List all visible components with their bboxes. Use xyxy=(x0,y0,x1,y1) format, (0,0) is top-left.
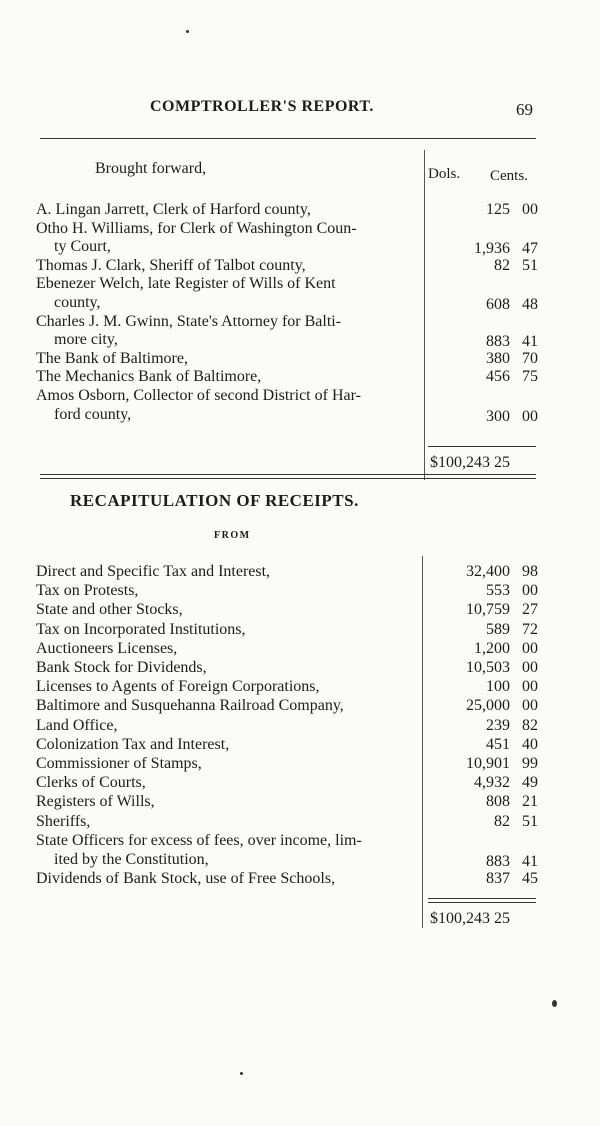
recap-item-label: Auctioneers Licenses, xyxy=(36,639,178,657)
recap-item-cents: 21 xyxy=(522,793,538,811)
recap-item-dollars: 4,932 xyxy=(474,774,510,792)
recap-item-cents: 51 xyxy=(522,812,538,830)
entry-amount xyxy=(486,407,538,426)
recap-item-cents: 00 xyxy=(522,582,538,600)
entry-cents: 51 xyxy=(522,256,538,274)
entry-dollars: 380 xyxy=(486,349,510,367)
recap-item-label: Land Office, xyxy=(36,716,118,734)
recap-item-amount xyxy=(486,869,538,888)
entry-label: Ebenezer Welch, late Register of Wills of Kent xyxy=(36,275,336,293)
recap-item-label: Colonization Tax and Interest, xyxy=(36,735,230,753)
recapitulation-title: RECAPITULATION OF RECEIPTS. xyxy=(70,491,359,510)
recap-item-label: Tax on Incorporated Institutions, xyxy=(36,620,246,638)
recap-item-amount xyxy=(486,677,538,696)
recap-item-cents: 00 xyxy=(522,659,538,676)
recap-item-cents: 00 xyxy=(522,697,538,715)
entry-amount xyxy=(486,367,538,386)
entry-amount xyxy=(494,256,538,275)
recap-item-cents: 49 xyxy=(522,774,538,792)
recap-item-amount xyxy=(466,754,538,773)
brought-forward-label: Brought forward, xyxy=(95,160,207,177)
recapitulation-subtitle: FROM xyxy=(214,530,251,541)
recap-item-label: Baltimore and Susquehanna Railroad Company, xyxy=(36,697,344,715)
recap-item-amount xyxy=(486,620,538,639)
recap-item-dollars: 25,000 xyxy=(466,697,510,715)
recap-item-dollars: 100 xyxy=(486,678,510,696)
recap-item-dollars: 10,901 xyxy=(466,755,510,772)
recap-item-cents: 98 xyxy=(522,563,538,580)
recap-item-amount xyxy=(474,639,538,658)
entry-amount xyxy=(486,200,538,219)
entry-cents: 48 xyxy=(522,296,538,313)
entry-label: ty Court, xyxy=(54,238,111,256)
ink-speck xyxy=(240,1072,243,1075)
recap-item-cents: 41 xyxy=(522,853,538,870)
recap-item-cents: 82 xyxy=(522,716,538,734)
recap-item-dollars: 553 xyxy=(486,582,510,600)
entry-label: A. Lingan Jarrett, Clerk of Harford county, xyxy=(36,201,311,218)
entry-cents: 75 xyxy=(522,368,538,386)
recap-item-dollars: 451 xyxy=(486,735,510,753)
recap-item-cents: 45 xyxy=(522,870,538,888)
ink-speck xyxy=(552,1000,557,1007)
ink-speck xyxy=(186,30,189,33)
recap-item-label: State Officers for excess of fees, over income, lim- xyxy=(36,831,362,849)
entry-label: ford county, xyxy=(54,405,132,423)
entry-dollars: 300 xyxy=(486,407,510,425)
recap-total-amount: $100,243 25 xyxy=(430,910,510,927)
entry-label: Charles J. M. Gwinn, State's Attorney for Balti- xyxy=(36,312,342,330)
recap-item-cents: 40 xyxy=(522,735,538,753)
entry-dollars: 608 xyxy=(486,296,510,313)
recap-item-dollars: 82 xyxy=(494,812,510,830)
entry-dollars: 125 xyxy=(486,201,510,218)
recap-item-amount xyxy=(486,852,538,871)
total-amount: $100,243 25 xyxy=(430,454,510,471)
recap-item-amount xyxy=(466,600,538,619)
dols-column-header: Dols. xyxy=(428,166,461,182)
entry-dollars: 456 xyxy=(486,368,510,386)
entry-cents: 70 xyxy=(522,349,538,367)
recap-item-cents: 72 xyxy=(522,620,538,638)
entry-amount xyxy=(486,349,538,368)
recap-item-label: Direct and Specific Tax and Interest, xyxy=(36,563,271,580)
recap-item-amount xyxy=(466,658,538,677)
entry-dollars: 82 xyxy=(494,256,510,274)
recap-item-label: Sheriffs, xyxy=(36,812,91,830)
recap-item-dollars: 239 xyxy=(486,716,510,734)
recap-item-dollars: 10,503 xyxy=(466,659,510,676)
page-number: 69 xyxy=(516,100,533,119)
recap-item-amount xyxy=(494,812,538,831)
entry-label: Otho H. Williams, for Clerk of Washington Coun- xyxy=(36,219,357,237)
entry-cents: 00 xyxy=(522,407,538,425)
recap-item-cents: 00 xyxy=(522,639,538,657)
recap-item-dollars: 1,200 xyxy=(474,639,510,657)
entry-dollars: 883 xyxy=(486,333,510,351)
entry-label: The Bank of Baltimore, xyxy=(36,349,188,367)
recap-item-dollars: 10,759 xyxy=(466,601,510,619)
recap-item-cents: 27 xyxy=(522,601,538,619)
recap-item-label: State and other Stocks, xyxy=(36,601,183,619)
recap-item-label: Commissioner of Stamps, xyxy=(36,755,202,772)
entry-label: county, xyxy=(54,294,101,311)
page-title: COMPTROLLER'S REPORT. xyxy=(150,98,374,115)
recap-item-label: Clerks of Courts, xyxy=(36,774,146,792)
entry-dollars: 1,936 xyxy=(474,240,510,258)
recap-item-dollars: 808 xyxy=(486,793,510,811)
recap-item-amount xyxy=(466,696,538,715)
recap-item-amount xyxy=(466,562,538,581)
recap-item-amount xyxy=(486,716,538,735)
entry-cents: 47 xyxy=(522,240,538,258)
cents-column-header: Cents. xyxy=(490,168,528,184)
recap-item-amount xyxy=(486,581,538,600)
recap-item-label: Dividends of Bank Stock, use of Free Schools, xyxy=(36,870,336,888)
recap-item-label: ited by the Constitution, xyxy=(54,851,209,868)
recap-item-cents: 00 xyxy=(522,678,538,696)
recap-item-amount xyxy=(486,735,538,754)
recap-item-amount xyxy=(486,792,538,811)
entry-label: Amos Osborn, Collector of second District of Har- xyxy=(36,387,361,404)
entry-label: more city, xyxy=(54,331,118,349)
recap-item-dollars: 837 xyxy=(486,870,510,888)
total-double-rule xyxy=(40,474,536,479)
recap-sum-rule xyxy=(428,898,536,903)
recap-item-dollars: 589 xyxy=(486,620,510,638)
recap-item-label: Tax on Protests, xyxy=(36,582,139,600)
recap-item-label: Licenses to Agents of Foreign Corporations, xyxy=(36,678,320,696)
header-rule xyxy=(40,138,536,139)
entry-label: Thomas J. Clark, Sheriff of Talbot county, xyxy=(36,256,306,274)
recap-item-dollars: 883 xyxy=(486,853,510,870)
entry-cents: 41 xyxy=(522,333,538,351)
recap-item-cents: 99 xyxy=(522,755,538,772)
recap-item-amount xyxy=(474,773,538,792)
sum-rule xyxy=(428,446,536,447)
recap-item-label: Bank Stock for Dividends, xyxy=(36,659,207,676)
recap-item-dollars: 32,400 xyxy=(466,563,510,580)
entry-amount xyxy=(486,295,538,314)
entry-cents: 00 xyxy=(522,201,538,218)
entry-label: The Mechanics Bank of Baltimore, xyxy=(36,368,262,386)
recap-item-label: Registers of Wills, xyxy=(36,793,155,811)
